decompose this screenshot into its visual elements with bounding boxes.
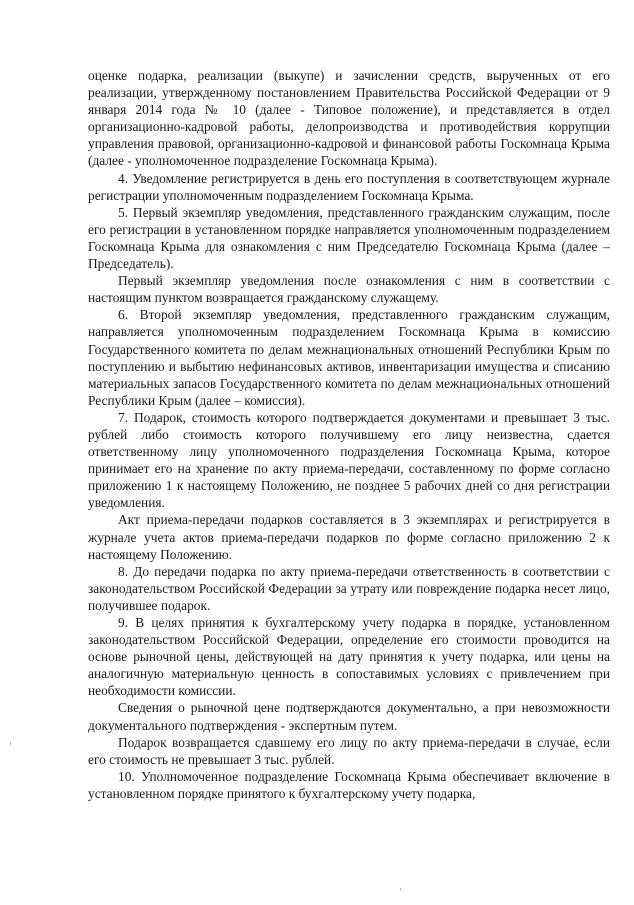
paragraph-item-7: 7. Подарок, стоимость которого подтверждается документами и превышает 3 тыс. рублей либо стоимость которого получившему его лицу неизвестна, сдается ответственному лицу уполномоченного подразделения Госкомнаца Крыма, которое принимает его на хранение по акту приема-передачи, составленному по форме согласно приложению 1 к настоящему Положению, не позднее 5 рабочих дней со дня регистрации уведомления. [88, 409, 610, 511]
scan-artifact [10, 742, 11, 745]
paragraph-item-9-market-price: Сведения о рыночной цене подтверждаются документально, а при невозможности документального подтверждения - экспертным путем. [88, 700, 610, 733]
paragraph-item-5-continued: Первый экземпляр уведомления после ознакомления с ним в соответствии с настоящим пунктом возвращается гражданскому служащему. [88, 273, 610, 306]
paragraph-item-5: 5. Первый экземпляр уведомления, представленного гражданским служащим, после его регистрации в установленном порядке направляется уполномоченным подразделением Госкомнаца Крыма для ознакомления с ним Председателю Госкомнаца Крыма (далее – Председатель). [88, 204, 610, 272]
paragraph-item-4: 4. Уведомление регистрируется в день его поступления в соответствующем журнале регистрации уполномоченным подразделением Госкомнаца Крыма. [88, 170, 610, 203]
paragraph-item-8: 8. До передачи подарка по акту приема-передачи ответственность в соответствии с законодательством Российской Федерации за утрату или повреждение подарка несет лицо, получившее подарок. [88, 563, 610, 613]
paragraph-item-9-return: Подарок возвращается сдавшему его лицу по акту приема-передачи в случае, если его стоимость не превышает 3 тыс. рублей. [88, 734, 610, 767]
scan-artifact [400, 888, 401, 891]
paragraph-item-6: 6. Второй экземпляр уведомления, представленного гражданским служащим, направляется уполномоченным подразделением Госкомнаца Крыма в комиссию Государственного комитета по делам межнациональных отношений Республики Крым по поступлению и выбытию нефинансовых активов, инвентаризации имущества и списанию материальных запасов Государственного комитета по делам межнациональных отношений Республики Крым (далее – комиссия). [88, 307, 610, 408]
paragraph-item-9: 9. В целях принятия к бухгалтерскому учету подарка в порядке, установленном законодательством Российской Федерации, определение его стоимости проводится на основе рыночной цены, действующей на дату принятия к учету подарка, или цены на аналогичную материальную ценность в сопоставимых условиях с привлечением при необходимости комиссии. [88, 615, 610, 699]
paragraph-item-10: 10. Уполномоченное подразделение Госкомнаца Крыма обеспечивает включение в установленном порядке принятого к бухгалтерскому учету подарка, [88, 768, 610, 801]
paragraph-item-7-act: Акт приема-передачи подарков составляется в 3 экземплярах и регистрируется в журнале учета актов приема-передачи подарков по форме согласно приложению 2 к настоящему Положению. [88, 512, 610, 562]
paragraph-continuation: оценке подарка, реализации (выкупе) и зачислении средств, вырученных от его реализации, утвержденному постановлением Правительства Российской Федерации от 9 января 2014 года № 10 (далее - Типовое положение), и представляется в отдел организационно-кадровой работы, делопроизводства и противодействия коррупции управления правовой, организационно-кадровой и финансовой работы Госкомнаца Крыма (далее - уполномоченное подразделение Госкомнаца Крыма). [88, 68, 610, 169]
